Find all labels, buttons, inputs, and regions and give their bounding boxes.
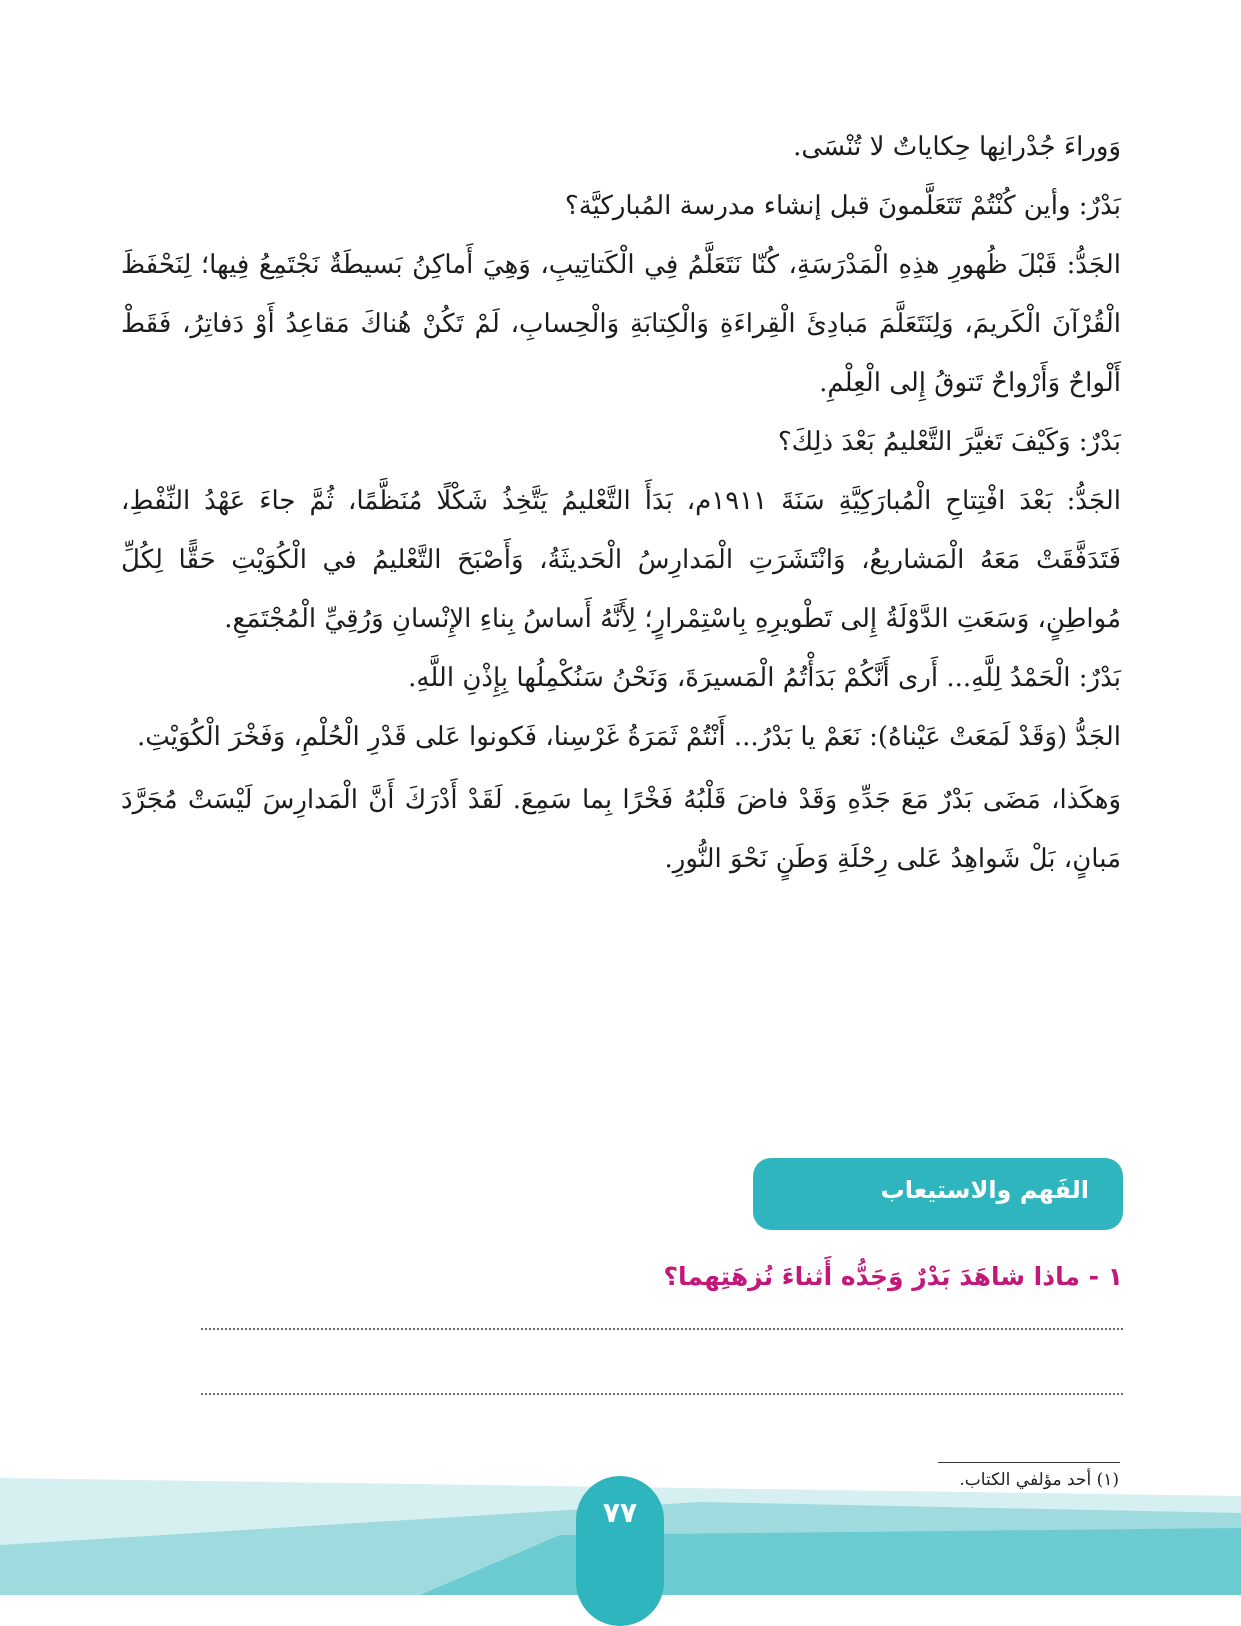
answer-line[interactable]	[201, 1328, 1123, 1330]
story-text	[121, 118, 1121, 889]
story-paragraph: وَوراءَ جُدْرانِها حِكاياتٌ لا تُنْسَى.	[793, 132, 1121, 162]
badr-line: بَدْرٌ: الْحَمْدُ لِلَّهِ... أَرى أَنَّكُمْ بَدَأْتُمُ الْمَسيرَةَ، وَنَحْنُ سَنُكْمِلُها بِإِذْنِ اللَّهِ.	[408, 663, 1121, 693]
grandfather-line: الجَدُّ: بَعْدَ افْتِتاحِ الْمُبارَكِيَّةِ سَنَةَ ١٩١١م، بَدَأَ التَّعْليمُ يَتَّخِذُ شَكْلًا مُنَظَّمًا، ثُمَّ جاءَ عَهْدُ النِّفْطِ، فَتَدَفَّقَتْ مَعَهُ الْمَشاريعُ، وَانْتَشَرَتِ الْمَدارِسُ الْحَديثَةُ، وَأَصْبَحَ التَّعْليمُ في الْكُوَيْتِ حَقًّا لِكُلِّ مُواطِنٍ، وَسَعَتِ الدَّوْلَةُ إِلى تَطْويرِهِ بِاسْتِمْرارٍ؛ لِأَنَّهُ أَساسُ بِناءِ الإِنْسانِ وَرُقِيِّ الْمُجْتَمَعِ.	[121, 486, 1121, 634]
section-header-comprehension	[753, 1158, 1123, 1230]
closing-paragraph: وَهكَذا، مَضَى بَدْرٌ مَعَ جَدِّهِ وَقَدْ فاضَ قَلْبُهُ فَخْرًا بِما سَمِعَ. لَقَدْ أَدْرَكَ أَنَّ الْمَدارِسَ لَيْسَتْ مُجَرَّدَ مَبانٍ، بَلْ شَواهِدُ عَلى رِحْلَةِ وَطَنٍ نَحْوَ النُّورِ.	[121, 785, 1121, 874]
answer-line[interactable]	[201, 1393, 1123, 1395]
footnote-divider	[938, 1462, 1120, 1463]
footnote: (١) أحد مؤلفي الكتاب.	[959, 1470, 1119, 1490]
badr-line: بَدْرٌ: وَكَيْفَ تَغيَّرَ التَّعْليمُ بَعْدَ ذلِكَ؟	[777, 427, 1121, 457]
badr-line: بَدْرٌ: وأين كُنْتُمْ تَتَعَلَّمونَ قبل إنشاء مدرسة المُباركيَّة؟	[564, 191, 1121, 221]
grandfather-line: الجَدُّ (وَقَدْ لَمَعَتْ عَيْناهُ): نَعَمْ يا بَدْرُ... أَنْتُمْ ثَمَرَةُ غَرْسِنا، فَكونوا عَلى قَدْرِ الْحُلْمِ، وَفَخْرَ الْكُوَيْتِ.	[136, 722, 1121, 752]
page-number: ٧٧	[602, 1496, 638, 1529]
section-title: الفَهم والاستيعاب	[880, 1176, 1089, 1204]
grandfather-line: الجَدُّ: قَبْلَ ظُهورِ هذِهِ الْمَدْرَسَةِ، كُنّا نَتَعَلَّمُ فِي الْكَتاتِيبِ، وَهِيَ أَماكِنُ بَسيطَةٌ نَجْتَمِعُ فِيها؛ لِنَحْفَظَ الْقُرْآنَ الْكَريمَ، وَلِنَتَعَلَّمَ مَبادِئَ الْقِراءَةِ وَالْكِتابَةِ وَالْحِسابِ، لَمْ تَكُنْ هُناكَ مَقاعِدُ أَوْ دَفاتِرُ، فَقَطْ أَلْواحٌ وَأَرْواحٌ تَتوقُ إِلى الْعِلْمِ.	[121, 250, 1121, 398]
question-1: ١ - ماذا شاهَدَ بَدْرٌ وَجَدُّه أَثناءَ نُزهَتِهما؟	[663, 1262, 1123, 1291]
